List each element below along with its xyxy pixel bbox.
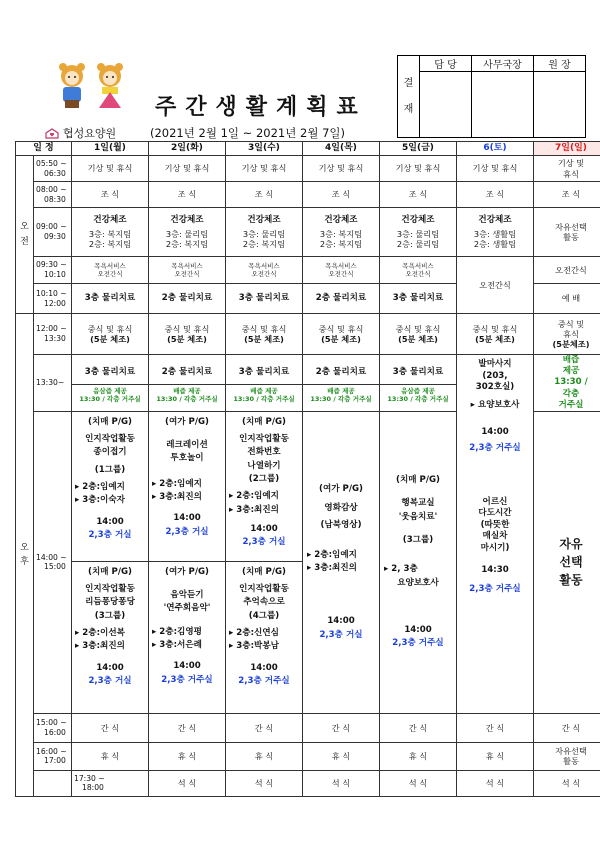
prog-line: ▸ 3층:이숙자 <box>75 495 125 506</box>
lunch-thu <box>303 314 380 355</box>
exercise-mon <box>72 208 149 257</box>
breakfast-thu: 조 식 <box>303 182 380 208</box>
dinner-sat: 석 식 <box>534 770 600 796</box>
serve-line: 13:30 / 각층 거주실 <box>387 394 449 403</box>
program-tue <box>149 411 226 713</box>
exercise-title: 건강체조 <box>247 214 281 225</box>
prog-line: 2,3층 거주실 <box>238 676 290 687</box>
prog-line: (남북영상) <box>320 520 362 531</box>
approval-label-1: 결 <box>403 77 414 89</box>
prog-line: 리듬퐁당퐁당 <box>85 597 135 608</box>
lunch-fri <box>380 314 457 355</box>
prog-line: 14:00 <box>250 662 278 673</box>
prog-line: 활동 <box>559 573 583 588</box>
free-sun2 <box>534 742 600 770</box>
exercise-line: 2층: 복지팀 <box>319 238 363 249</box>
breakfast-sun: 조 식 <box>534 182 600 208</box>
am-label-1: 오 <box>20 222 29 233</box>
exercise-fri <box>380 208 457 257</box>
time-end: 10:10 <box>44 270 66 279</box>
therapy-label: 2층 물리치료 <box>303 361 379 385</box>
wake-mon: 기상 및 휴식 <box>72 156 149 182</box>
approval-role-staff: 담 당 <box>420 56 472 72</box>
prog-line: 나열하기 <box>247 460 281 471</box>
therapy-mon: 3층 물리치료 <box>72 284 149 314</box>
lunch-line: 중식 및 휴식 <box>318 323 364 334</box>
table-row <box>16 182 600 208</box>
breakfast-sat: 조 식 <box>457 182 534 208</box>
lunch-line: (5분체조) <box>552 339 590 350</box>
program-wed <box>226 411 303 713</box>
rest-sat: 휴 식 <box>457 742 534 770</box>
time-cell: 13:30~ <box>34 355 72 412</box>
snack-wed: 간 식 <box>226 713 303 742</box>
day-sat: 6(토) <box>457 142 534 156</box>
program-sat <box>457 355 534 714</box>
table-row <box>16 156 600 182</box>
prog-line: (여가 P/G) <box>165 416 209 427</box>
exercise-title: 건강체조 <box>324 214 358 225</box>
prog-line: 레크레이션 <box>166 440 208 451</box>
approval-sign-secretary <box>472 72 534 138</box>
prog-line: 14:00 <box>173 661 201 672</box>
rest-fri: 휴 식 <box>380 742 457 770</box>
serve-line: 배즙 제공 <box>250 386 278 395</box>
prog-line: 다도시간 <box>478 508 512 519</box>
wake-fri: 기상 및 휴식 <box>380 156 457 182</box>
table-row <box>16 713 600 742</box>
prog-line: (203, <box>482 370 508 381</box>
table-row <box>16 208 600 257</box>
bath-fri <box>380 257 457 284</box>
prog-line: (따뜻한 <box>480 519 510 530</box>
prog-line: 14:00 <box>173 513 201 524</box>
prog-line: 음악듣기 <box>170 590 204 601</box>
prog-line: 14:00 <box>96 516 124 527</box>
snack-label: 오전간식 <box>97 270 123 278</box>
serve-line: 배즙 제공 <box>327 386 355 395</box>
prog-line: 2,3층 거실 <box>242 537 286 548</box>
lunch-line: 중식 및 <box>557 318 585 329</box>
bath-label: 목욕서비스 <box>94 261 126 270</box>
prog-line: ▸ 3층:최진의 <box>307 563 357 574</box>
exercise-line: 3층: 복지팀 <box>319 228 363 239</box>
exercise-line: 2층: 복지팀 <box>165 238 209 249</box>
snack-sat: 오전간식 <box>457 257 534 314</box>
exercise-line: 2층: 물리팀 <box>396 238 440 249</box>
prog-line: 자유 <box>559 537 583 552</box>
exercise-thu <box>303 208 380 257</box>
exercise-line: 2층: 복지팀 <box>242 238 286 249</box>
time-start: 17:30 ~ <box>74 773 105 783</box>
prog-line: '연주회음악' <box>163 603 211 614</box>
am-label-2: 전 <box>20 236 29 247</box>
rest-thu: 휴 식 <box>303 742 380 770</box>
time-end: 09:30 <box>44 232 66 241</box>
free-sun <box>534 208 600 257</box>
lunch-line: (5분 체조) <box>321 334 361 344</box>
time-end: 12:00 <box>44 298 66 308</box>
snack-sun: 오전간식 <box>534 257 600 284</box>
pm-top-wed <box>226 355 303 412</box>
wake-sat: 기상 및 휴식 <box>457 156 534 182</box>
lunch-line: (5분 체조) <box>398 334 438 344</box>
exercise-tue <box>149 208 226 257</box>
lunch-line: 중식 및 휴식 <box>164 323 210 334</box>
time-start: 16:00 ~ <box>36 746 67 756</box>
prog-line: 14:00 <box>327 616 355 627</box>
prog-line: 2,3층 거주실 <box>392 638 444 649</box>
prog-line: ▸ 3층:최진의 <box>229 504 279 515</box>
serve-line: 음삼즙 제공 <box>401 386 435 395</box>
time-end: 08:30 <box>44 194 66 204</box>
serve-line: 배즙 <box>562 355 580 365</box>
prog-line: 2,3층 거실 <box>319 629 363 640</box>
prog-line: ▸ 2층:임예지 <box>229 491 279 502</box>
therapy-wed: 3층 물리치료 <box>226 284 303 314</box>
approval-label <box>398 56 420 138</box>
prog-line: (2그룹) <box>248 474 280 485</box>
time-cell <box>34 713 72 742</box>
prog-line: 투호놀이 <box>170 453 204 464</box>
time-start: 15:00 ~ <box>36 718 67 727</box>
day-thu: 4일(목) <box>303 142 380 156</box>
breakfast-wed: 조 식 <box>226 182 303 208</box>
exercise-line: 3층: 복지팀 <box>88 228 132 239</box>
time-cell <box>34 742 72 770</box>
snack-label: 오전간식 <box>405 270 431 278</box>
lunch-tue <box>149 314 226 355</box>
prog-line: 어르신 <box>482 496 508 507</box>
pm-label <box>16 314 34 797</box>
prog-line: 2,3층 거실 <box>88 530 132 541</box>
prog-line: ▸ 요양보호사 <box>470 399 520 410</box>
prog-line: (치매 P/G) <box>396 475 440 486</box>
prog-line: 추억속으로 <box>243 597 285 608</box>
bath-wed <box>226 257 303 284</box>
day-tue: 2일(화) <box>149 142 226 156</box>
prog-line: ▸ 2층:임예지 <box>152 478 202 489</box>
lunch-wed <box>226 314 303 355</box>
prog-line: 인지작업활동 <box>85 584 135 595</box>
house-heart-icon <box>45 128 59 139</box>
wake-sun <box>534 156 600 182</box>
time-start: 10:10 ~ <box>36 288 67 298</box>
lunch-line: 중식 및 휴식 <box>241 323 287 334</box>
lunch-line: (5분 체조) <box>475 334 515 344</box>
prog-line: 발마사지 <box>478 359 512 369</box>
approval-sign-staff <box>420 72 472 138</box>
therapy-label: 3층 물리치료 <box>226 361 302 385</box>
time-cell <box>34 156 72 182</box>
therapy-thu: 2층 물리치료 <box>303 284 380 314</box>
dinner-fri: 석 식 <box>457 770 534 796</box>
time-start: 08:00 ~ <box>36 184 67 194</box>
am-label <box>16 156 34 314</box>
serve-line: 13:30 / 각층 거주실 <box>233 394 295 403</box>
corner-cell: 일 정 <box>16 142 72 156</box>
snack-thu: 간 식 <box>303 713 380 742</box>
therapy-tue: 2층 물리치료 <box>149 284 226 314</box>
program-fri <box>380 411 457 713</box>
time-end: 18:00 <box>82 783 104 793</box>
prog-line: ▸ 2층:임예지 <box>75 482 125 493</box>
day-fri: 5일(금) <box>380 142 457 156</box>
time-end: 17:00 <box>44 756 66 766</box>
time-cell <box>72 770 149 796</box>
approval-label-2: 재 <box>403 103 414 115</box>
serve-sun <box>534 355 600 412</box>
prog-line: 14:00 <box>96 662 124 673</box>
rest-mon: 휴 식 <box>72 742 149 770</box>
time-start: 14:00 ~ <box>36 552 67 562</box>
bath-label: 목욕서비스 <box>325 261 357 270</box>
prog-line: 인지작업활동 <box>85 434 135 445</box>
pm-top-tue <box>149 355 226 412</box>
time-cell <box>34 284 72 314</box>
free-sun-1: 자유선택 <box>555 221 587 232</box>
schedule-table <box>15 141 600 797</box>
prog-line: 302호실) <box>475 382 515 393</box>
snack-sat2: 간 식 <box>457 713 534 742</box>
time-start: 12:00 ~ <box>36 324 67 334</box>
wake-thu: 기상 및 휴식 <box>303 156 380 182</box>
org-label: 협성요양원 <box>63 127 117 140</box>
pm-top-mon <box>72 355 149 412</box>
free-line: 자유선택 <box>555 746 587 757</box>
lunch-line: (5분 체조) <box>244 334 284 344</box>
dinner-blank <box>34 770 72 796</box>
day-sun: 7일(일) <box>534 142 600 156</box>
snack-label: 오전간식 <box>328 270 354 278</box>
lunch-line: 중식 및 휴식 <box>395 323 441 334</box>
time-cell <box>34 314 72 355</box>
lunch-line: 중식 및 휴식 <box>87 323 133 334</box>
lunch-line: (5분 체조) <box>90 334 130 344</box>
prog-line: ▸ 3층:최진의 <box>75 641 125 652</box>
lunch-line: 휴식 <box>563 328 579 339</box>
exercise-wed <box>226 208 303 257</box>
prog-line: 14:00 <box>481 427 509 438</box>
prog-line: 종이접기 <box>93 447 127 458</box>
wake-wed: 기상 및 휴식 <box>226 156 303 182</box>
time-cell <box>34 182 72 208</box>
time-end: 06:30 <box>44 168 66 178</box>
table-row <box>16 355 600 412</box>
wake-sun-1: 기상 및 <box>557 158 585 169</box>
serve-line: 배즙 제공 <box>173 386 201 395</box>
prog-line: (치매 P/G) <box>242 566 286 577</box>
snack-mon: 간 식 <box>72 713 149 742</box>
period-text: (2021년 2월 1일 ~ 2021년 2월 7일) <box>150 126 345 140</box>
serve-line: 제공 <box>562 366 580 377</box>
lunch-line: (5분 체조) <box>167 334 207 344</box>
therapy-fri: 3층 물리치료 <box>380 284 457 314</box>
prog-line: '웃음치료' <box>398 511 438 522</box>
prog-line: 14:00 <box>250 524 278 535</box>
serve-line: 13:30 / 각층 거주실 <box>310 394 372 403</box>
exercise-line: 3층: 물리팀 <box>396 228 440 239</box>
prog-line: 전화번호 <box>247 447 281 458</box>
time-cell <box>34 208 72 257</box>
prog-line: ▸ 2층:임예지 <box>307 549 357 560</box>
prog-line: 2,3층 거주실 <box>161 674 213 685</box>
free-line: 활동 <box>563 756 579 767</box>
exercise-title: 건강체조 <box>170 214 204 225</box>
prog-line: 인지작업활동 <box>239 434 289 445</box>
breakfast-mon: 조 식 <box>72 182 149 208</box>
prog-line: 14:30 <box>481 564 509 575</box>
wake-tue: 기상 및 휴식 <box>149 156 226 182</box>
serve-line: 13:30 / <box>554 377 588 388</box>
breakfast-fri: 조 식 <box>380 182 457 208</box>
therapy-label: 3층 물리치료 <box>380 361 456 385</box>
prog-line: (치매 P/G) <box>242 416 286 427</box>
bath-label: 목욕서비스 <box>248 261 280 270</box>
exercise-title: 건강체조 <box>401 214 435 225</box>
serve-line: 13:30 / 각층 거주실 <box>79 394 141 403</box>
time-cell <box>34 257 72 284</box>
prog-line: (여가 P/G) <box>165 566 209 577</box>
time-start: 09:00 ~ <box>36 222 67 232</box>
bath-tue <box>149 257 226 284</box>
bath-label: 목욕서비스 <box>171 261 203 270</box>
bath-label: 목욕서비스 <box>402 261 434 270</box>
page-title: 주간생활계획표 <box>155 95 367 120</box>
approval-sign-director <box>534 72 586 138</box>
prog-line: 인지작업활동 <box>239 584 289 595</box>
approval-role-director: 원 장 <box>534 56 586 72</box>
pm-label-2: 후 <box>20 556 29 567</box>
snack-label: 오전간식 <box>174 270 200 278</box>
table-row <box>16 742 600 770</box>
therapy-label: 2층 물리치료 <box>149 361 225 385</box>
org-name <box>45 125 116 141</box>
exercise-title: 건강체조 <box>478 214 512 225</box>
program-thu <box>303 411 380 713</box>
time-end: 13:30 <box>44 334 66 343</box>
program-sun <box>534 411 600 713</box>
serve-line: 거주실 <box>558 399 584 410</box>
prog-line: (4그룹) <box>248 610 280 621</box>
serve-line: 음삼즙 제공 <box>93 386 127 395</box>
free-sun-2: 활동 <box>563 232 579 242</box>
rest-wed: 휴 식 <box>226 742 303 770</box>
snack-sun2: 간 식 <box>534 713 600 742</box>
lunch-sat <box>457 314 534 355</box>
prog-line: (치매 P/G) <box>88 416 132 427</box>
rest-tue: 휴 식 <box>149 742 226 770</box>
mascot-girl-image <box>93 62 127 110</box>
therapy-label: 3층 물리치료 <box>72 361 148 385</box>
dinner-thu: 석 식 <box>380 770 457 796</box>
prog-line: ▸ 3층:박봉남 <box>229 641 279 652</box>
time-end: 15:00 <box>44 562 66 572</box>
worship-sun: 예 배 <box>534 284 600 314</box>
exercise-line: 2층: 생활팀 <box>473 238 517 249</box>
prog-line: ▸ 2층:신연심 <box>229 628 279 639</box>
exercise-line: 3층: 물리팀 <box>242 228 286 239</box>
table-row <box>16 257 600 284</box>
serve-line: 13:30 / 각층 거주실 <box>156 394 218 403</box>
table-row <box>16 770 600 796</box>
table-row <box>16 314 600 355</box>
prog-line: 2,3층 거실 <box>88 676 132 687</box>
table-header-row <box>16 142 600 156</box>
mascot-boy-image <box>55 62 89 110</box>
snack-label: 오전간식 <box>251 270 277 278</box>
day-wed: 3일(수) <box>226 142 303 156</box>
time-end: 16:00 <box>44 727 66 737</box>
exercise-title: 건강체조 <box>93 214 127 225</box>
prog-line: 14:00 <box>404 624 432 635</box>
wake-sun-2: 휴식 <box>563 168 579 179</box>
prog-line: 선택 <box>559 555 583 570</box>
bath-thu <box>303 257 380 284</box>
bath-mon <box>72 257 149 284</box>
dinner-mon: 석 식 <box>149 770 226 796</box>
prog-line: ▸ 2, 3층 <box>384 564 418 575</box>
prog-line: 마시기) <box>480 542 510 553</box>
prog-line: (치매 P/G) <box>88 566 132 577</box>
prog-line: ▸ 3층:서은례 <box>152 640 202 651</box>
prog-line: (3그룹) <box>94 610 126 621</box>
prog-line: (3그룹) <box>402 535 434 546</box>
prog-line: 행복교실 <box>401 498 435 509</box>
snack-tue: 간 식 <box>149 713 226 742</box>
serve-line: 각층 <box>562 388 580 399</box>
prog-line: 요양보호사 <box>397 577 439 588</box>
dinner-wed: 석 식 <box>303 770 380 796</box>
prog-line: ▸ 2층:이선복 <box>75 628 125 639</box>
prog-line: 2,3층 거주실 <box>469 584 521 595</box>
prog-line: ▸ 2층:김영평 <box>152 626 202 637</box>
approval-role-secretary: 사무국장 <box>472 56 534 72</box>
prog-line: 영화감상 <box>324 503 358 514</box>
lunch-sun <box>534 314 600 355</box>
lunch-line: 중식 및 휴식 <box>472 323 518 334</box>
exercise-sat <box>457 208 534 257</box>
time-start: 05:50 ~ <box>36 158 67 168</box>
exercise-line: 3층: 물리팀 <box>165 228 209 239</box>
prog-line: (1그룹) <box>94 464 126 475</box>
pm-top-fri <box>380 355 457 412</box>
exercise-line: 2층: 복지팀 <box>88 238 132 249</box>
time-start: 09:30 ~ <box>36 260 67 270</box>
exercise-line: 3층: 생활팀 <box>473 228 517 239</box>
breakfast-tue: 조 식 <box>149 182 226 208</box>
program-mon <box>72 411 149 713</box>
prog-line: 매실차 <box>482 531 508 542</box>
approval-box <box>397 55 586 138</box>
time-cell <box>34 411 72 713</box>
day-mon: 1일(월) <box>72 142 149 156</box>
prog-line: 2,3층 거실 <box>165 526 209 537</box>
pm-label-1: 오 <box>20 542 29 553</box>
snack-fri: 간 식 <box>380 713 457 742</box>
pm-top-thu <box>303 355 380 412</box>
prog-line: ▸ 3층:최진의 <box>152 492 202 503</box>
prog-line: 2,3층 거주실 <box>469 442 521 453</box>
dinner-tue: 석 식 <box>226 770 303 796</box>
lunch-mon <box>72 314 149 355</box>
prog-line: (여가 P/G) <box>319 483 363 494</box>
